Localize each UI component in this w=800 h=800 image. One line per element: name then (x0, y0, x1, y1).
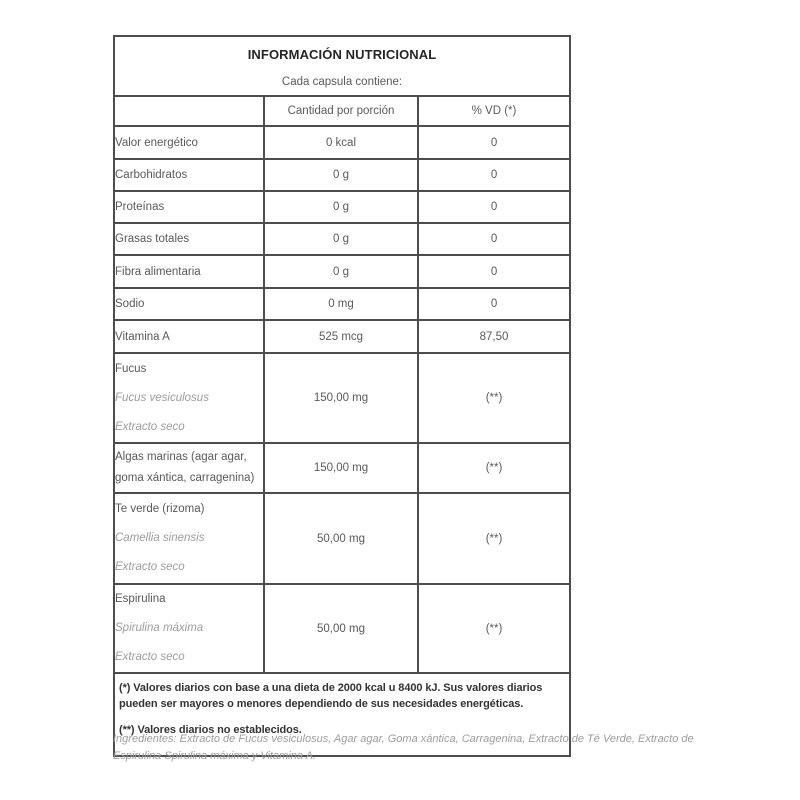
empty-corner-cell (114, 96, 264, 126)
table-title: INFORMACIÓN NUTRICIONAL (247, 46, 437, 62)
table-row (114, 288, 570, 320)
ingredients-note: Ingredientes: Extracto de Fucus vesiculosus, Agar agar, Goma xántica, Carragenina, Extracto de Té Verde, Extracto de Espirulina Spirulina máxima y Vitamina A. (113, 733, 694, 762)
nutrient-name: Fucus (115, 362, 147, 375)
nutrient-label (114, 493, 264, 584)
amount-value: 150,00 mg (264, 443, 418, 493)
nutrient-label: Proteínas (114, 191, 264, 223)
amount-value: 0 kcal (264, 126, 418, 159)
table-row (114, 159, 570, 191)
table-row (114, 443, 570, 493)
nutrient-label: Valor energético (114, 126, 264, 159)
nutrition-facts-table (113, 35, 571, 757)
extract-type: Extracto seco (115, 561, 185, 573)
amount-value: 0 g (264, 223, 418, 255)
nutrient-name: Espirulina (115, 593, 166, 605)
vd-value: 87,50 (418, 320, 570, 353)
amount-value: 50,00 mg (264, 493, 418, 584)
amount-value: 0 g (264, 255, 418, 288)
table-row (114, 584, 570, 673)
nutrient-label (114, 584, 264, 673)
vd-value: (**) (418, 353, 570, 443)
table-row (114, 126, 570, 159)
extract-type: Extracto seco (115, 651, 185, 663)
vd-value: (**) (418, 493, 570, 584)
table-row (114, 223, 570, 255)
amount-value: 50,00 mg (264, 584, 418, 673)
nutrient-label: Carbohidratos (114, 159, 264, 191)
vd-value: (**) (418, 443, 570, 493)
column-header-row (114, 96, 570, 126)
scientific-name: Fucus vesiculosus (115, 391, 209, 404)
amount-value: 525 mcg (264, 320, 418, 353)
table-row (114, 353, 570, 443)
table-header-cell (114, 36, 570, 96)
nutrient-label: Algas marinas (agar agar, goma xántica, carragenina) (114, 443, 264, 493)
scientific-name: Camellia sinensis (115, 532, 205, 544)
col-header-vd: % VD (*) (418, 96, 570, 126)
nutrient-label: Fibra alimentaria (114, 255, 264, 288)
nutrient-label: Sodio (114, 288, 264, 320)
amount-value: 0 mg (264, 288, 418, 320)
table-row (114, 493, 570, 584)
vd-value: 0 (418, 159, 570, 191)
vd-value: 0 (418, 223, 570, 255)
col-header-amount: Cantidad por porción (264, 96, 418, 126)
extract-type: Extracto seco (115, 420, 185, 433)
vd-value: 0 (418, 255, 570, 288)
vd-value: 0 (418, 288, 570, 320)
vd-value: (**) (418, 584, 570, 673)
scientific-name: Spirulina máxima (115, 622, 204, 634)
vd-value: 0 (418, 126, 570, 159)
vd-value: 0 (418, 191, 570, 223)
amount-value: 0 g (264, 159, 418, 191)
nutrient-name: Te verde (rizoma) (115, 503, 205, 515)
amount-value: 150,00 mg (264, 353, 418, 443)
nutrient-label: Grasas totales (114, 223, 264, 255)
table-row (114, 255, 570, 288)
amount-value: 0 g (264, 191, 418, 223)
footnote-not-established: (**) Valores diarios no establecidos. (119, 724, 302, 736)
table-subtitle: Cada capsula contiene: (281, 75, 403, 88)
table-row (114, 320, 570, 353)
nutrient-label: Vitamina A (114, 320, 264, 353)
table-row (114, 191, 570, 223)
nutrient-label (114, 353, 264, 443)
footnote-daily-values: (*) Valores diarios con base a una dieta de 2000 kcal u 8400 kJ. Sus valores diarios pueden ser mayores o menores dependiendo de sus necesidades energéticas. (119, 682, 543, 710)
